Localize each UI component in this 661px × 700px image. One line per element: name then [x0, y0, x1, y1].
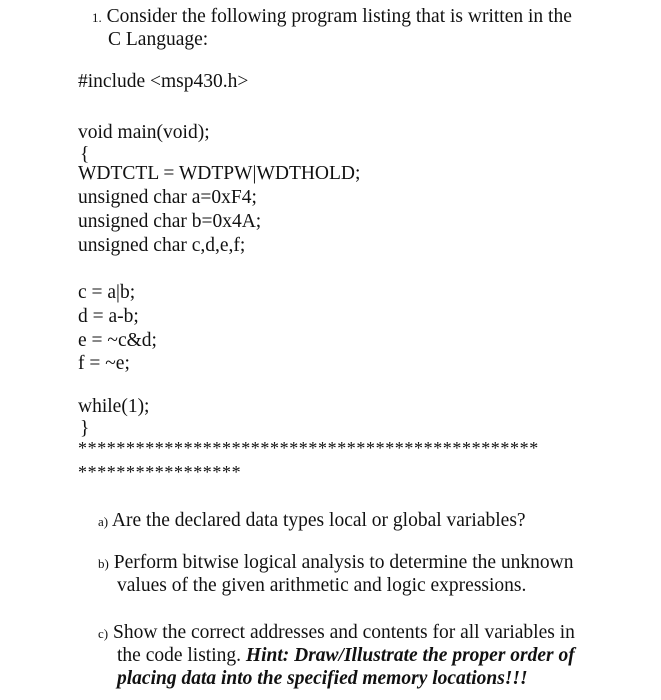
separator-line-1: ************************************************ — [78, 438, 539, 458]
code-expression-e: e = ~c&d; — [78, 330, 157, 351]
code-expression-d: d = a-b; — [78, 306, 139, 327]
part-c-text-2: the code listing. — [117, 645, 246, 666]
code-expression-c: c = a|b; — [78, 282, 136, 303]
code-expression-f: f = ~e; — [78, 353, 130, 374]
part-a — [98, 509, 526, 534]
part-b-line-2: values of the given arithmetic and logic expressions. — [117, 575, 527, 596]
code-include: #include <msp430.h> — [78, 71, 249, 92]
code-main-declaration: void main(void); — [78, 122, 210, 143]
separator-line-2: ***************** — [78, 462, 242, 482]
part-b-line-1 — [98, 551, 574, 576]
part-c-hint-continued: placing data into the specified memory locations!!! — [117, 668, 528, 689]
part-b-marker: b) — [98, 556, 109, 571]
code-declaration-b: unsigned char b=0x4A; — [78, 211, 262, 232]
part-c-line-2 — [117, 644, 575, 668]
part-c-line-1 — [98, 621, 575, 646]
part-a-text: Are the declared data types local or global variables? — [111, 510, 526, 531]
part-c-text-1: Show the correct addresses and contents for all variables in — [112, 622, 575, 643]
question-number: 1. — [92, 10, 102, 25]
question-text-1: Consider the following program listing that is written in the — [106, 6, 572, 27]
code-open-brace: { — [80, 144, 90, 165]
code-declaration-a: unsigned char a=0xF4; — [78, 187, 257, 208]
part-c-marker: c) — [98, 626, 109, 641]
code-declaration-cdef: unsigned char c,d,e,f; — [78, 235, 246, 256]
part-c-hint: Hint: Draw/Illustrate the proper order of — [245, 645, 575, 666]
code-wdt-statement: WDTCTL = WDTPW|WDTHOLD; — [78, 163, 361, 184]
part-a-marker: a) — [98, 514, 109, 529]
question-line-2: C Language: — [108, 29, 209, 50]
question-line-1 — [92, 5, 572, 30]
code-while-loop: while(1); — [78, 396, 150, 417]
code-close-brace: } — [80, 418, 90, 439]
part-b-text-1: Perform bitwise logical analysis to determine the unknown — [113, 552, 574, 573]
